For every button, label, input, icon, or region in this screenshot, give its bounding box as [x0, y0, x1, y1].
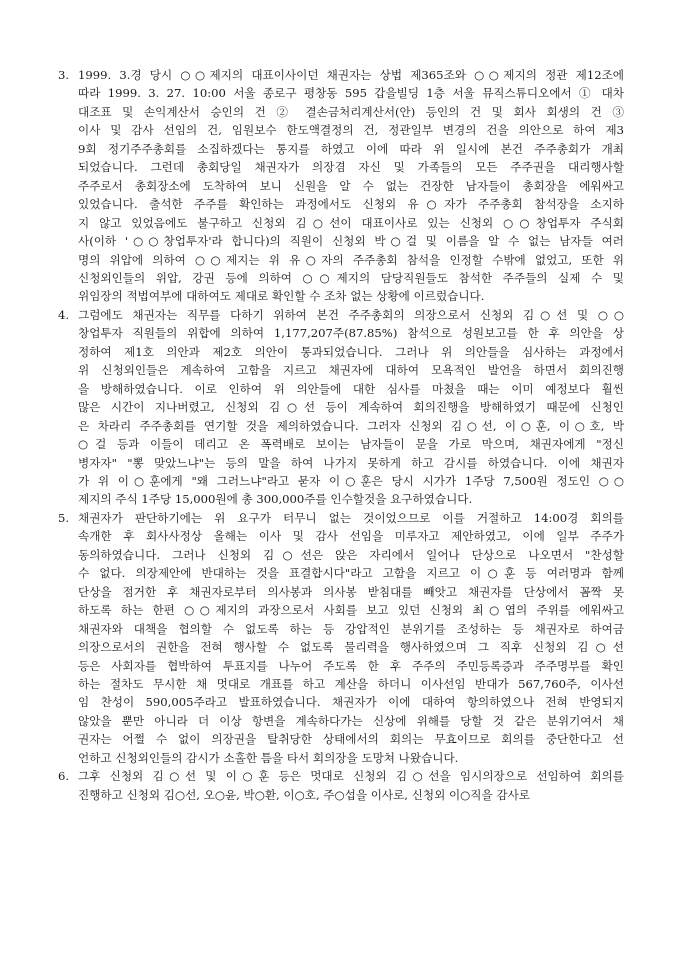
paragraph-line: 않았을 뿐만 아니라 더 이상 항변을 계속하다가는 신상에 위해를 당할 것 같은 분위기여서 채 [78, 713, 624, 728]
paragraph-line: 대조표 및 손익계산서 승인의 건 ② 결손금처리계산서(안) 등인의 건 및 회사 회생의 건 ③ [78, 104, 624, 119]
paragraph-line: 권자는 어쩔 수 없이 의장권을 탈취당한 상태에서의 회의는 무효이므로 회의를 중단한다고 선 [78, 732, 624, 747]
paragraph-number: 5. [58, 510, 70, 525]
paragraph-line: 9회 정기주주총회를 소집하겠다는 통지를 하였고 이에 따라 위 일시에 본건 주주총회가 개최 [78, 141, 624, 156]
paragraph-line: 그후 신청외 김○선 및 이○훈 등은 멋대로 신청외 김○선을 임시의장으로 선임하여 회의를 [78, 769, 624, 784]
paragraph-line: 신청외인들의 위압, 강권 등에 의하여 ○○제지의 담당직원들도 참석한 주주들의 실제 수 및 [78, 270, 624, 285]
paragraph-line: 하는 절차도 무시한 채 멋대로 개표를 하고 계산을 하더니 이사선임 반대가 567,760주, 이사선 [78, 676, 624, 691]
paragraph-line: 진행하고 신청외 김○선, 오○윤, 박○환, 이○호, 주○섭을 이사로, 신청외 이○직을 감사로 [78, 787, 530, 802]
paragraph-line: 동의하였습니다. 그러나 신청외 김○선은 앉은 자리에서 일어나 단상으로 나오면서 "찬성할 [78, 547, 624, 562]
paragraph-line: 그럼에도 채권자는 직무를 다하기 위하여 본건 주주총회의 의장으로서 신청외 김○선 및 ○○ [78, 307, 624, 322]
paragraph-line: 많은 시간이 지나버렸고, 신청외 김○선 등이 계속하여 회의진행을 방해하였기 때문에 신청인 [78, 400, 624, 415]
paragraph-line: 등은 사회자를 협박하여 투표지를 나누어 주도록 한 후 주주의 주민등록증과 주주명부를 확인 [78, 658, 624, 673]
paragraph-line: 따라 1999. 3. 27. 10:00 서울 종로구 평창동 595 갑을빌딩 1층 서울 뮤직스튜디오에서 ① 대차 [78, 86, 624, 101]
numbered-paragraph [58, 767, 624, 804]
paragraph-line: 되었습니다. 그런데 총회당일 채권자가 의장겸 자신 및 가족들의 모든 주주권을 대리행사할 [78, 160, 624, 175]
paragraph-number: 6. [58, 769, 70, 784]
paragraph-line: 있었습니다. 출석한 주주를 확인하는 과정에서도 신청외 유○자가 주주총회 참석장을 소지하 [78, 197, 624, 212]
numbered-paragraph [58, 509, 624, 767]
paragraph-line: 을 방해하였습니다. 이로 인하여 위 의안들에 대한 심사를 마쳤을 때는 이미 예정보다 훨씬 [78, 381, 624, 396]
paragraph-line: 채권자가 판단하기에는 위 요구가 터무니 없는 것이었으므로 이를 거절하고 14:00경 회의를 [78, 510, 624, 525]
paragraph-line: 명의 위압에 의하여 ○○제지는 위 유○자의 주주총회 참석을 인정할 수밖에 없었고, 또한 위 [78, 252, 624, 267]
paragraph-line: 제지의 주식 1주당 15,000원에 총 300,000주를 인수할것을 요구하였습니다. [78, 492, 473, 507]
paragraph-line: 위 신청외인들은 계속하여 고함을 지르고 채권자에 대하여 모욕적인 발언을 하면서 회의진행 [78, 363, 624, 378]
paragraph-line: 창업투자 직원들의 위합에 의하여 1,177,207주(87.85%) 참석으로 성원보고를 한 후 의안을 상 [78, 326, 624, 341]
paragraph-line: 1999. 3.경 당시 ○○제지의 대표이사이던 채권자는 상법 제365조와 ○○제지의 정관 제12조에 [78, 68, 624, 82]
paragraph-line: ○걸 등과 이들이 데리고 온 폭력배로 보이는 남자들이 문을 가로 막으며, 채권자에게 "정신 [78, 437, 624, 452]
paragraph-line: 정하여 제1호 의안과 제2호 의안이 통과되었습니다. 그러나 위 의안들을 심사하는 과정에서 [78, 344, 624, 359]
paragraph-line: 속개한 후 회사사정상 올해는 이사 및 감사 선임을 미루자고 제안하였고, 이에 일부 주주가 [78, 529, 624, 544]
paragraph-line: 임 찬성이 590,005주라고 발표하였습니다. 채권자가 이에 대하여 항의하였으나 전혀 반영되지 [78, 695, 624, 710]
paragraph-line: 수 없다. 의장제안에 반대하는 것을 표결합시다"라고 고함을 지르고 이○훈 등 여러명과 함께 [78, 566, 624, 581]
numbered-paragraph [58, 66, 624, 306]
numbered-paragraph [58, 306, 624, 509]
paragraph-line: 주주로서 총회장소에 도착하여 보니 신원을 알 수 없는 건장한 남자들이 총회장을 에워싸고 [78, 178, 624, 193]
paragraph-line: 언하고 신청외인들의 감시가 소홀한 틈을 타서 회의장을 도망쳐 나왔습니다. [78, 750, 459, 765]
paragraph-line: 사(이하 '○○창업투자'라 합니다)의 직원이 신청외 박○걸 및 이름을 알 수 없는 남자들 여러 [78, 234, 624, 249]
paragraph-line: 채권자와 대책을 협의할 수 없도록 하는 등 강압적인 분위기를 조성하는 등 채권자로 하여금 [78, 621, 624, 636]
paragraph-line: 이사 및 감사 선임의 건, 임원보수 한도액결정의 건, 정관일부 변경의 건을 의안으로 하여 제3 [78, 123, 624, 138]
paragraph-number: 4. [58, 307, 70, 322]
paragraph-line: 단상을 점거한 후 채권자로부터 의사봉과 의사봉 받침대를 빼앗고 채권자를 단상에서 꼼짝 못 [78, 584, 624, 599]
paragraph-line: 은 차라리 주주총회를 연기할 것을 제의하였습니다. 그러자 신청외 김○선, 이○훈, 이○호, 박 [78, 418, 624, 433]
paragraph-number: 3. [58, 68, 70, 82]
paragraph-line: 병자자" "뽕 맞았느냐"는 등의 말을 하여 나가지 못하게 하고 감시를 하였습니다. 이에 채권자 [78, 455, 624, 470]
paragraph-line: 지 않고 있었음에도 불구하고 신청외 김○선이 대표이사로 있는 신청외 ○○창업투자 주식회 [78, 215, 624, 230]
paragraph-line: 의장으로서의 권한을 전혀 행사할 수 없도록 물리력을 행사하였으며 그 직후 신청외 김○선 [78, 640, 624, 655]
document-body [58, 66, 624, 804]
paragraph-line: 가 위 이○훈에게 "왜 그러느냐"라고 묻자 이○훈은 당시 시가가 1주당 7,500원 정도인 ○○ [78, 473, 624, 488]
paragraph-line: 하도록 하는 한편 ○○제지의 과장으로서 사회를 보고 있던 신청외 최○엽의 주위를 에워싸고 [78, 603, 624, 618]
paragraph-line: 위임장의 적법여부에 대하여도 제대로 확인할 수 조차 없는 상황에 이르렀습니다. [78, 289, 485, 304]
